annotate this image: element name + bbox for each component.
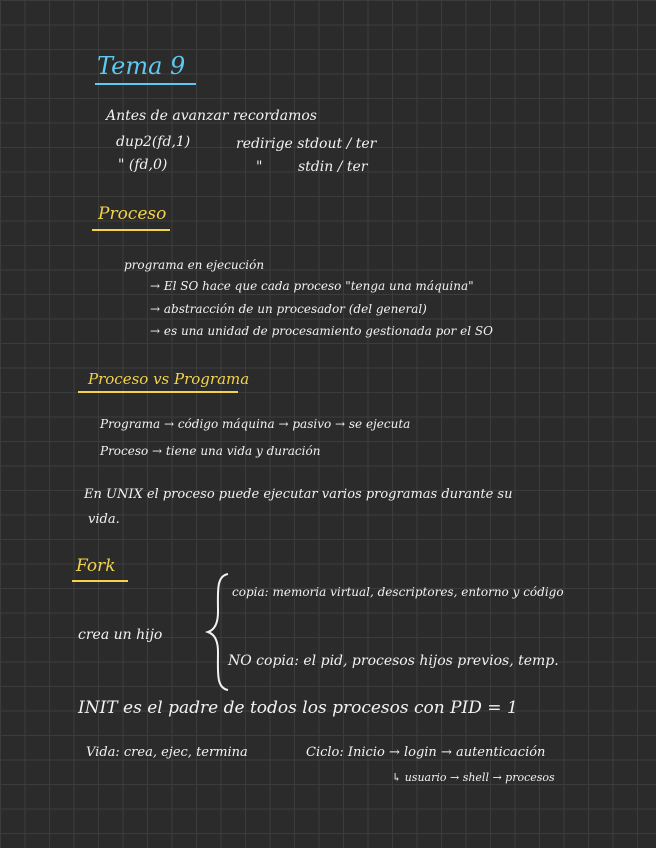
init-line: INIT es el padre de todos los procesos con PID = 1 (78, 698, 518, 718)
ciclo-line: Ciclo: Inicio → login → autenticación (306, 745, 546, 760)
heading-underline-fork (72, 580, 128, 582)
intro-dup2-call: dup2(fd,1) (116, 134, 191, 150)
fork-crea-hijo: crea un hijo (78, 627, 163, 643)
fork-copia: copia: memoria virtual, descriptores, entorno y código (232, 585, 564, 599)
proceso-line-1: programa en ejecución (124, 258, 265, 272)
intro-stdin-desc: stdin / ter (298, 159, 368, 175)
intro-dup2-call-2: " (fd,0) (118, 157, 168, 173)
heading-underline-vs (78, 391, 238, 393)
fork-no-copia: NO copia: el pid, procesos hijos previos, temp. (228, 653, 559, 669)
section-heading-proceso-vs-programa: Proceso vs Programa (88, 370, 250, 388)
section-heading-fork: Fork (76, 556, 116, 576)
ciclo-line-2: ↳ usuario → shell → procesos (392, 771, 555, 784)
vs-line-proceso: Proceso → tiene una vida y duración (100, 444, 321, 458)
intro-dup2-desc: redirige stdout / ter (236, 136, 377, 152)
proceso-line-3: → abstracción de un procesador (del general) (150, 302, 427, 316)
proceso-line-2: → El SO hace que cada proceso "tenga una máquina" (150, 279, 474, 293)
curly-brace-icon (204, 572, 234, 692)
intro-ditto-mark: " (256, 159, 263, 175)
section-heading-proceso: Proceso (98, 204, 167, 224)
unix-line-2: vida. (88, 512, 120, 527)
heading-underline-proceso (92, 229, 170, 231)
unix-line-1: En UNIX el proceso puede ejecutar varios programas durante su (84, 487, 513, 502)
intro-line-1: Antes de avanzar recordamos (106, 108, 317, 124)
vs-line-programa: Programa → código máquina → pasivo → se ejecuta (100, 417, 411, 431)
vida-line: Vida: crea, ejec, termina (86, 745, 248, 760)
proceso-line-4: → es una unidad de procesamiento gestionada por el SO (150, 324, 493, 338)
title-underline (95, 83, 196, 85)
page-title: Tema 9 (97, 52, 186, 80)
